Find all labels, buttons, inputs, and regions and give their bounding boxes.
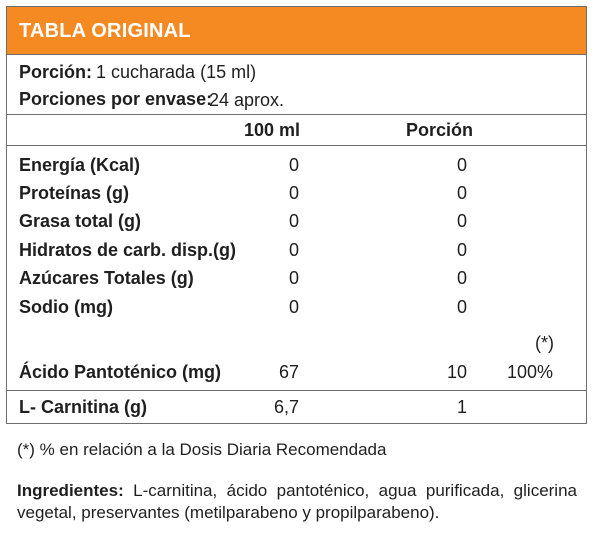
row-portion: 0 <box>456 268 467 288</box>
column-header-100ml: 100 ml <box>244 120 301 140</box>
row-name: Azúcares Totales (g) <box>19 268 194 288</box>
row-portion: 0 <box>456 297 467 317</box>
ingredients <box>17 480 577 524</box>
carnitine-name: L- Carnitina (g) <box>19 397 147 417</box>
portion-label: Porción: <box>19 62 93 82</box>
row-portion: 0 <box>456 211 467 231</box>
divider <box>7 114 586 115</box>
row-portion: 0 <box>456 183 467 203</box>
row-name: Proteínas (g) <box>19 183 130 203</box>
row-per100: 0 <box>288 297 299 317</box>
table-title: TABLA ORIGINAL <box>19 20 191 42</box>
row-per100: 0 <box>288 240 299 260</box>
servings-value: 24 aprox. <box>209 90 285 110</box>
carnitine-per100: 6,7 <box>273 397 299 417</box>
row-per100: 0 <box>288 268 299 288</box>
divider <box>7 145 586 146</box>
ingredients-text: L-carnitina, ácido pantoténico, agua purificada, glicerina vegetal, preservantes (metilparabeno y propilparabeno). <box>17 481 577 522</box>
row-per100: 0 <box>288 183 299 203</box>
divider <box>7 390 586 391</box>
acid-daily-value: 100% <box>507 362 554 382</box>
table-header <box>7 7 586 55</box>
nutrition-table <box>6 6 587 424</box>
row-portion: 0 <box>456 240 467 260</box>
row-portion: 0 <box>456 155 467 175</box>
footnote: (*) % en relación a la Dosis Diaria Recomendada <box>17 440 387 459</box>
row-name: Sodio (mg) <box>19 297 113 317</box>
column-header-portion: Porción <box>406 120 474 140</box>
servings-label: Porciones por envase: <box>19 89 213 109</box>
portion-value: 1 cucharada (15 ml) <box>96 62 257 82</box>
acid-per100: 67 <box>278 362 299 382</box>
carnitine-portion: 1 <box>456 397 467 417</box>
row-name: Hidratos de carb. disp.(g) <box>19 240 237 260</box>
row-per100: 0 <box>288 211 299 231</box>
acid-portion: 10 <box>446 362 467 382</box>
row-per100: 0 <box>288 155 299 175</box>
row-name: Grasa total (g) <box>19 211 142 231</box>
row-name: Energía (Kcal) <box>19 155 141 175</box>
acid-name: Ácido Pantoténico (mg) <box>19 362 221 382</box>
ingredients-label: Ingredientes: <box>17 481 124 500</box>
daily-value-marker: (*) <box>535 333 554 353</box>
